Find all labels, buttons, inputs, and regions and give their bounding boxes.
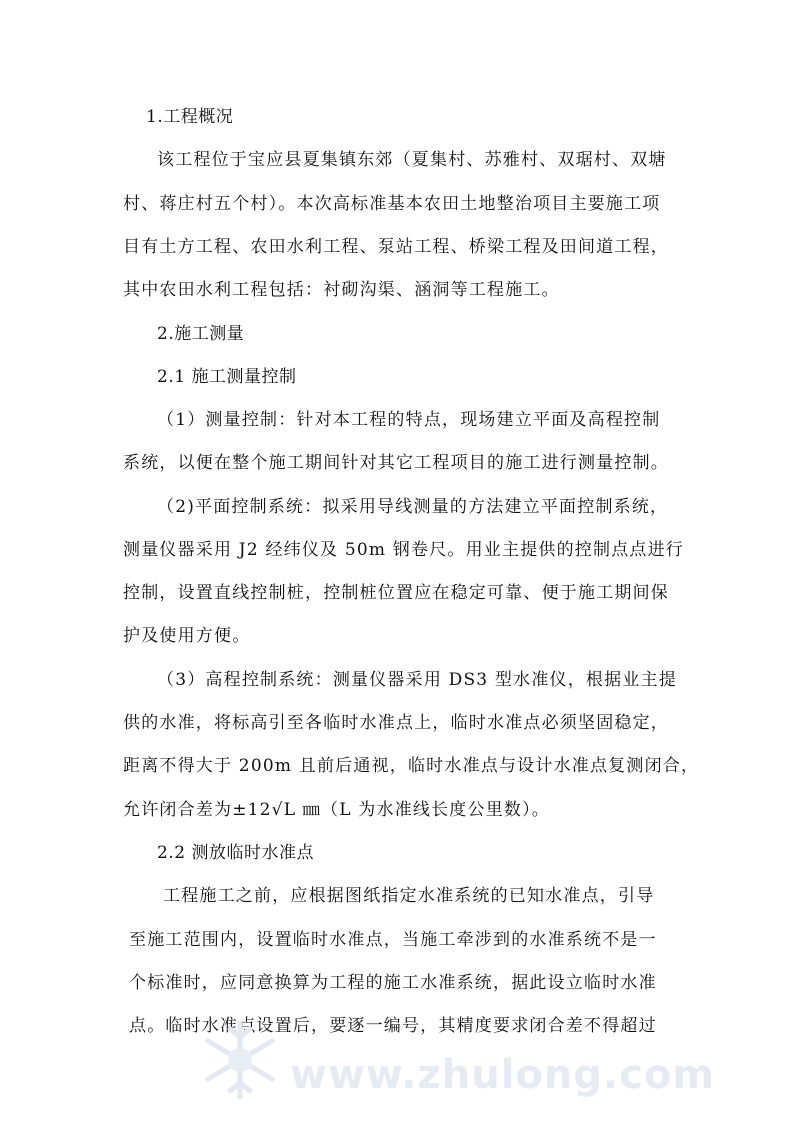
measure-control-line-1: （1）测量控制：针对本工程的特点，现场建立平面及高程控制 xyxy=(157,410,661,430)
elevation-control-line-2: 供的水准，将标高引至各临时水准点上，临时水准点必须坚固稳定， xyxy=(123,713,669,733)
plane-control-line-2: 测量仪器采用 J2 经纬仪及 50m 钢卷尺。用业主提供的控制点点进行 xyxy=(123,540,684,560)
overview-line-4: 其中农田水利工程包括：衬砌沟渠、涵洞等工程施工。 xyxy=(123,280,560,300)
section-1-title: 1.工程概况 xyxy=(146,107,234,127)
watermark-text: www.zhulong.com xyxy=(290,1052,716,1098)
overview-line-2: 村、蒋庄村五个村）。本次高标准基本农田土地整治项目主要施工项 xyxy=(123,194,661,214)
benchmark-line-3: 个标准时，应同意换算为工程的施工水准系统，据此设立临时水准 xyxy=(129,973,657,993)
elevation-control-line-4: 允许闭合差为±12√L ㎜（L 为水准线长度公里数）。 xyxy=(123,800,550,820)
elevation-control-line-1: （3）高程控制系统：测量仪器采用 DS3 型水准仪，根据业主提 xyxy=(157,670,677,690)
plane-control-line-4: 护及使用方便。 xyxy=(123,626,251,646)
measure-control-line-2: 系统，以便在整个施工期间针对其它工程项目的施工进行测量控制。 xyxy=(123,453,669,473)
benchmark-line-4: 点。临时水准点设置后，要逐一编号，其精度要求闭合差不得超过 xyxy=(129,1016,657,1036)
section-2-2-title: 2.2 测放临时水准点 xyxy=(157,843,314,863)
benchmark-line-1: 工程施工之前，应根据图纸指定水准系统的已知水准点，引导 xyxy=(163,886,655,906)
overview-line-3: 目有土方工程、农田水利工程、泵站工程、桥梁工程及田间道工程， xyxy=(123,237,669,257)
section-2-1-title: 2.1 施工测量控制 xyxy=(157,367,297,387)
plane-control-line-3: 控制，设置直线控制桩，控制桩位置应在稳定可靠、便于施工期间保 xyxy=(123,583,669,603)
elevation-control-line-3: 距离不得大于 200m 且前后通视，临时水准点与设计水准点复测闭合， xyxy=(123,756,700,776)
benchmark-line-2: 至施工范围内，设置临时水准点，当施工牵涉到的水准系统不是一 xyxy=(129,930,657,950)
plane-control-line-1: （2)平面控制系统：拟采用导线测量的方法建立平面控制系统， xyxy=(157,497,669,517)
section-2-title: 2.施工测量 xyxy=(157,324,245,344)
overview-line-1: 该工程位于宝应县夏集镇东郊（夏集村、苏雅村、双琚村、双塘 xyxy=(157,150,667,170)
snowflake-logo-icon xyxy=(195,1015,285,1105)
